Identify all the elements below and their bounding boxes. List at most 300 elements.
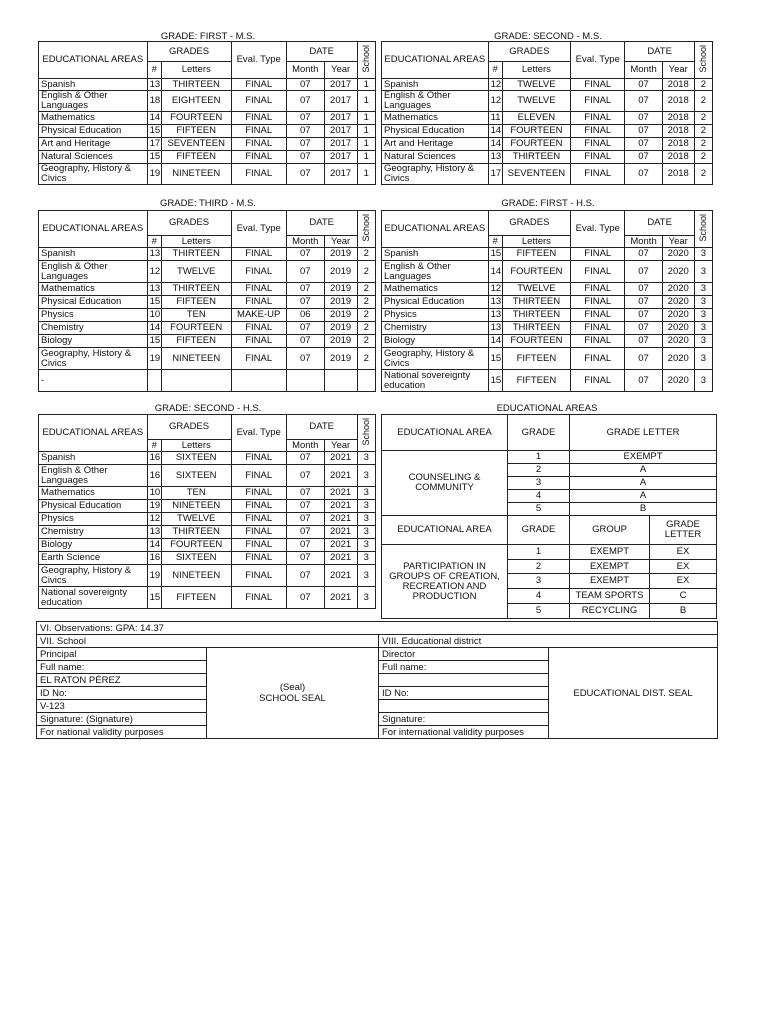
cell-school: 1 [357, 138, 376, 151]
cell-school: 3 [694, 261, 712, 283]
cell-eval: FINAL [571, 164, 625, 185]
cell-month: 07 [286, 322, 324, 335]
cell-school [357, 370, 376, 392]
cell-area: Mathematics [39, 112, 148, 125]
ea-header-group: GROUP [570, 516, 650, 545]
cell-letters: FIFTEEN [502, 248, 570, 261]
header-year: Year [662, 62, 694, 79]
grade-table-first-hs [381, 210, 713, 392]
cell-school: 2 [694, 138, 712, 151]
cell-num: 14 [147, 539, 161, 552]
cell-num: 10 [147, 309, 161, 322]
cell-year: 2021 [324, 500, 357, 513]
cell-year [324, 370, 357, 392]
cell-num: 13 [488, 322, 502, 335]
cell-month: 07 [286, 248, 324, 261]
table-row [39, 164, 376, 185]
director-full-name-label: Full name: [379, 661, 549, 674]
header-month: Month [286, 62, 324, 79]
cell-letters: THIRTEEN [502, 151, 570, 164]
cell-letters: SEVENTEEN [161, 138, 231, 151]
principal-label: Principal [37, 648, 207, 661]
cell-month: 07 [286, 552, 324, 565]
cell-eval: FINAL [231, 164, 286, 185]
table-row [382, 296, 713, 309]
cell-month: 07 [625, 248, 662, 261]
cell-year: 2020 [662, 322, 694, 335]
cell-school: 2 [694, 151, 712, 164]
ea-header-area: EDUCATIONAL AREA [382, 415, 508, 451]
cell-num: 12 [147, 513, 161, 526]
cell-year: 2021 [324, 565, 357, 587]
cell-month: 07 [625, 335, 662, 348]
cell-letters: THIRTEEN [161, 248, 231, 261]
cell-eval: FINAL [231, 138, 286, 151]
cell-eval: FINAL [231, 322, 286, 335]
cell-letters: SIXTEEN [161, 465, 231, 487]
cell-letters: THIRTEEN [502, 296, 570, 309]
table-row [39, 296, 376, 309]
table-row [382, 283, 713, 296]
cell-area: Mathematics [382, 283, 489, 296]
cell-year: 2017 [324, 138, 357, 151]
cell-eval: FINAL [571, 348, 625, 370]
cell-month: 06 [286, 309, 324, 322]
table-row [382, 79, 713, 91]
cell-month: 07 [286, 112, 324, 125]
cell-month: 07 [625, 309, 662, 322]
cell-school: 2 [694, 112, 712, 125]
educational-areas-table [381, 414, 716, 619]
header-grades: GRADES [488, 211, 570, 236]
cell-letters: THIRTEEN [161, 526, 231, 539]
cell-year: 2021 [324, 552, 357, 565]
cell-eval: FINAL [571, 151, 625, 164]
cell-eval: FINAL [571, 112, 625, 125]
table-row [39, 91, 376, 112]
table-row [39, 587, 376, 609]
cell-letters: FOURTEEN [502, 125, 570, 138]
cell-school: 2 [357, 335, 376, 348]
cell-area: Physical Education [382, 125, 489, 138]
cell-num: 19 [147, 348, 161, 370]
principal-signature: Signature: (Signature) [37, 713, 207, 726]
grade-table [381, 41, 713, 185]
ea-cell: 1 [508, 451, 570, 464]
table-row [39, 112, 376, 125]
cell-letters: THIRTEEN [161, 283, 231, 296]
table-caption: EDUCATIONAL AREAS [496, 403, 598, 414]
cell-year: 2020 [662, 248, 694, 261]
ea-cell: 2 [508, 560, 570, 574]
cell-school: 1 [357, 151, 376, 164]
cell-eval: FINAL [231, 500, 286, 513]
cell-school: 3 [694, 348, 712, 370]
cell-year: 2017 [324, 151, 357, 164]
ea-counseling-name: COUNSELING & COMMUNITY [382, 451, 508, 516]
cell-eval: FINAL [571, 138, 625, 151]
cell-letters: TWELVE [502, 91, 570, 112]
cell-school: 3 [357, 465, 376, 487]
cell-letters: SIXTEEN [161, 452, 231, 465]
header-letters: Letters [502, 62, 570, 79]
table-row [39, 322, 376, 335]
cell-month: 07 [286, 138, 324, 151]
header-grades: GRADES [488, 42, 570, 62]
ea-cell: B [650, 604, 717, 619]
cell-month: 07 [625, 125, 662, 138]
director-label: Director [379, 648, 549, 661]
cell-num: 13 [147, 79, 161, 91]
cell-num: 12 [488, 283, 502, 296]
cell-area: Chemistry [39, 526, 148, 539]
ea-cell: EXEMPT [570, 451, 717, 464]
cell-letters: TWELVE [161, 261, 231, 283]
header-educational-areas: EDUCATIONAL AREAS [39, 415, 148, 452]
cell-area: Spanish [39, 79, 148, 91]
header-letters: Letters [502, 236, 570, 248]
cell-month: 07 [286, 348, 324, 370]
header-educational-areas: EDUCATIONAL AREAS [39, 42, 148, 79]
cell-school: 3 [694, 296, 712, 309]
cell-area: English & Other Languages [39, 261, 148, 283]
cell-school: 3 [357, 565, 376, 587]
principal-id-value: V-123 [37, 700, 207, 713]
cell-area: Geography, History & Civics [382, 348, 489, 370]
table-row [39, 465, 376, 487]
cell-letters: TWELVE [502, 79, 570, 91]
cell-month: 07 [286, 465, 324, 487]
table-row [39, 248, 376, 261]
header-grades: GRADES [147, 415, 231, 440]
cell-eval: FINAL [231, 248, 286, 261]
cell-school: 1 [357, 79, 376, 91]
cell-school: 2 [357, 296, 376, 309]
cell-eval: FINAL [231, 112, 286, 125]
cell-area: Natural Sciences [382, 151, 489, 164]
ea-cell: EXEMPT [570, 560, 650, 574]
cell-area: Chemistry [382, 322, 489, 335]
cell-eval: FINAL [571, 335, 625, 348]
cell-month: 07 [625, 370, 662, 392]
table-row [39, 565, 376, 587]
cell-month: 07 [286, 500, 324, 513]
cell-school: 3 [694, 248, 712, 261]
header-grades: GRADES [147, 42, 231, 62]
grade-table [381, 210, 713, 392]
cell-school: 2 [694, 79, 712, 91]
ea-participation-name: PARTICIPATION IN GROUPS OF CREATION, RECREATION AND PRODUCTION [382, 545, 508, 619]
header-grades: GRADES [147, 211, 231, 236]
cell-eval [231, 370, 286, 392]
cell-area: Chemistry [39, 322, 148, 335]
table-row [39, 526, 376, 539]
table-row [382, 322, 713, 335]
cell-eval: FINAL [231, 526, 286, 539]
table-row [39, 513, 376, 526]
cell-eval: FINAL [231, 348, 286, 370]
cell-area: Mathematics [39, 283, 148, 296]
cell-num: 13 [147, 248, 161, 261]
cell-school: 2 [694, 164, 712, 185]
ea-cell: A [570, 464, 717, 477]
cell-letters: FOURTEEN [502, 261, 570, 283]
cell-school: 3 [357, 539, 376, 552]
table-row [382, 370, 713, 392]
principal-name-value: EL RATON PÉREZ [37, 674, 207, 687]
international-validity: For international validity purposes [379, 726, 549, 739]
cell-year: 2019 [324, 322, 357, 335]
cell-month: 07 [286, 539, 324, 552]
cell-area: Art and Heritage [39, 138, 148, 151]
ea-cell: 1 [508, 545, 570, 560]
table-row [39, 125, 376, 138]
cell-area: Physics [39, 309, 148, 322]
header-school: School [357, 415, 376, 452]
cell-month: 07 [286, 526, 324, 539]
cell-eval: FINAL [571, 322, 625, 335]
cell-letters: TEN [161, 487, 231, 500]
cell-month: 07 [625, 112, 662, 125]
ea-header-grade: GRADE [508, 516, 570, 545]
ea-cell: TEAM SPORTS [570, 589, 650, 604]
cell-letters: EIGHTEEN [161, 91, 231, 112]
header-letters: Letters [161, 62, 231, 79]
cell-num: 13 [488, 151, 502, 164]
cell-letters: FOURTEEN [161, 322, 231, 335]
cell-area: Biology [382, 335, 489, 348]
header-num: # [147, 440, 161, 452]
cell-letters: FIFTEEN [502, 348, 570, 370]
national-validity: For national validity purposes [37, 726, 207, 739]
ea-cell: EX [650, 560, 717, 574]
cell-month: 07 [286, 565, 324, 587]
table-row [39, 348, 376, 370]
cell-year: 2018 [662, 151, 694, 164]
cell-year: 2021 [324, 526, 357, 539]
cell-school: 2 [357, 309, 376, 322]
cell-letters: FOURTEEN [161, 539, 231, 552]
header-eval-type: Eval. Type [231, 211, 286, 248]
cell-school: 3 [694, 322, 712, 335]
header-eval-type: Eval. Type [231, 42, 286, 79]
cell-month: 07 [625, 296, 662, 309]
cell-year: 2020 [662, 261, 694, 283]
cell-num: 13 [147, 283, 161, 296]
school-seal [207, 648, 379, 739]
header-month: Month [625, 236, 662, 248]
cell-num: 12 [147, 261, 161, 283]
grade-table-second-ms [381, 41, 713, 185]
cell-num: 16 [147, 465, 161, 487]
principal-id-label: ID No: [37, 687, 207, 700]
cell-year: 2021 [324, 513, 357, 526]
cell-eval: FINAL [231, 552, 286, 565]
cell-school: 2 [357, 348, 376, 370]
cell-letters: THIRTEEN [502, 309, 570, 322]
cell-area: Mathematics [382, 112, 489, 125]
cell-school: 3 [357, 513, 376, 526]
cell-area: Geography, History & Civics [39, 565, 148, 587]
cell-area: English & Other Languages [382, 91, 489, 112]
cell-school: 3 [694, 309, 712, 322]
cell-month: 07 [625, 348, 662, 370]
grade-table-third-ms [38, 210, 376, 392]
cell-area: Physical Education [39, 500, 148, 513]
table-caption: GRADE: FIRST - M.S. [160, 32, 256, 40]
grade-table [38, 210, 376, 392]
cell-year: 2020 [662, 283, 694, 296]
header-eval-type: Eval. Type [571, 211, 625, 248]
cell-eval: FINAL [231, 452, 286, 465]
cell-month: 07 [286, 487, 324, 500]
table-row [382, 309, 713, 322]
cell-num: 15 [147, 296, 161, 309]
ea-cell: EXEMPT [570, 545, 650, 560]
cell-year: 2019 [324, 248, 357, 261]
cell-letters: SEVENTEEN [502, 164, 570, 185]
cell-area: English & Other Languages [39, 91, 148, 112]
cell-num: 13 [147, 526, 161, 539]
cell-school: 3 [357, 500, 376, 513]
cell-area: Physical Education [39, 125, 148, 138]
cell-school: 1 [357, 125, 376, 138]
cell-letters: FIFTEEN [161, 125, 231, 138]
cell-eval: FINAL [231, 565, 286, 587]
cell-month: 07 [625, 151, 662, 164]
cell-area: Biology [39, 539, 148, 552]
header-year: Year [324, 62, 357, 79]
signature-section [36, 621, 717, 739]
cell-school: 3 [694, 283, 712, 296]
cell-month: 07 [625, 138, 662, 151]
cell-year: 2017 [324, 91, 357, 112]
cell-num: 10 [147, 487, 161, 500]
cell-year: 2017 [324, 79, 357, 91]
cell-num: 14 [488, 138, 502, 151]
header-month: Month [286, 236, 324, 248]
grade-table [38, 41, 376, 185]
cell-num: 13 [488, 296, 502, 309]
cell-area: Physics [39, 513, 148, 526]
ea-header-grade-letter: GRADE LETTER [570, 415, 717, 451]
cell-num: 15 [147, 151, 161, 164]
table-row [39, 79, 376, 91]
table-caption: GRADE: THIRD - M.S. [160, 198, 256, 209]
cell-area: - [39, 370, 148, 392]
ea-cell: RECYCLING [570, 604, 650, 619]
cell-school: 3 [694, 370, 712, 392]
cell-year: 2018 [662, 164, 694, 185]
cell-num: 16 [147, 552, 161, 565]
cell-month: 07 [286, 452, 324, 465]
cell-school: 3 [357, 526, 376, 539]
cell-year: 2021 [324, 487, 357, 500]
cell-num: 15 [488, 370, 502, 392]
table-row [382, 248, 713, 261]
cell-eval: FINAL [571, 91, 625, 112]
table-caption: GRADE: SECOND - M.S. [494, 32, 602, 40]
table-row [39, 283, 376, 296]
table-row [39, 309, 376, 322]
cell-month: 07 [625, 322, 662, 335]
cell-area: Earth Science [39, 552, 148, 565]
table-row [382, 138, 713, 151]
cell-eval: FINAL [231, 125, 286, 138]
table-row [39, 487, 376, 500]
cell-school: 1 [357, 112, 376, 125]
cell-num: 11 [488, 112, 502, 125]
header-month: Month [625, 62, 662, 79]
table-row [382, 261, 713, 283]
cell-area: National sovereignty education [382, 370, 489, 392]
table-row [39, 500, 376, 513]
cell-num: 17 [488, 164, 502, 185]
ea-cell: B [570, 503, 717, 516]
cell-year: 2021 [324, 587, 357, 609]
cell-eval: FINAL [231, 539, 286, 552]
cell-month: 07 [286, 151, 324, 164]
cell-month: 07 [625, 79, 662, 91]
cell-letters: THIRTEEN [161, 79, 231, 91]
cell-area: Spanish [382, 79, 489, 91]
cell-eval: FINAL [571, 309, 625, 322]
cell-month: 07 [286, 587, 324, 609]
cell-eval: FINAL [231, 91, 286, 112]
ea-cell: 2 [508, 464, 570, 477]
cell-year: 2018 [662, 91, 694, 112]
header-year: Year [324, 440, 357, 452]
cell-num: 17 [147, 138, 161, 151]
ea-cell: 3 [508, 574, 570, 589]
cell-month: 07 [286, 91, 324, 112]
cell-eval: FINAL [571, 79, 625, 91]
cell-letters: FIFTEEN [161, 587, 231, 609]
cell-area: English & Other Languages [39, 465, 148, 487]
cell-month: 07 [286, 296, 324, 309]
table-row [39, 552, 376, 565]
cell-school: 2 [357, 283, 376, 296]
cell-eval: FINAL [231, 283, 286, 296]
header-eval-type: Eval. Type [571, 42, 625, 79]
ea-cell: 3 [508, 477, 570, 490]
ea-cell: A [570, 477, 717, 490]
cell-area: English & Other Languages [382, 261, 489, 283]
cell-eval: FINAL [231, 261, 286, 283]
cell-year: 2019 [324, 309, 357, 322]
grade-table-second-hs [38, 414, 376, 609]
cell-num: 15 [488, 248, 502, 261]
table-caption: GRADE: FIRST - H.S. [501, 198, 595, 209]
district-seal: EDUCATIONAL DIST. SEAL [549, 648, 718, 739]
cell-num: 19 [147, 164, 161, 185]
cell-month: 07 [286, 335, 324, 348]
cell-letters: NINETEEN [161, 565, 231, 587]
ea-cell: EXEMPT [570, 574, 650, 589]
cell-school: 3 [357, 452, 376, 465]
header-school: School [694, 211, 712, 248]
ea-cell: EX [650, 574, 717, 589]
cell-eval: MAKE-UP [231, 309, 286, 322]
cell-school: 3 [357, 487, 376, 500]
cell-year: 2019 [324, 283, 357, 296]
cell-year: 2017 [324, 112, 357, 125]
cell-num: 14 [488, 261, 502, 283]
table-caption: GRADE: SECOND - H.S. [154, 403, 262, 414]
table-row [382, 112, 713, 125]
header-date: DATE [286, 211, 357, 236]
cell-year: 2018 [662, 125, 694, 138]
